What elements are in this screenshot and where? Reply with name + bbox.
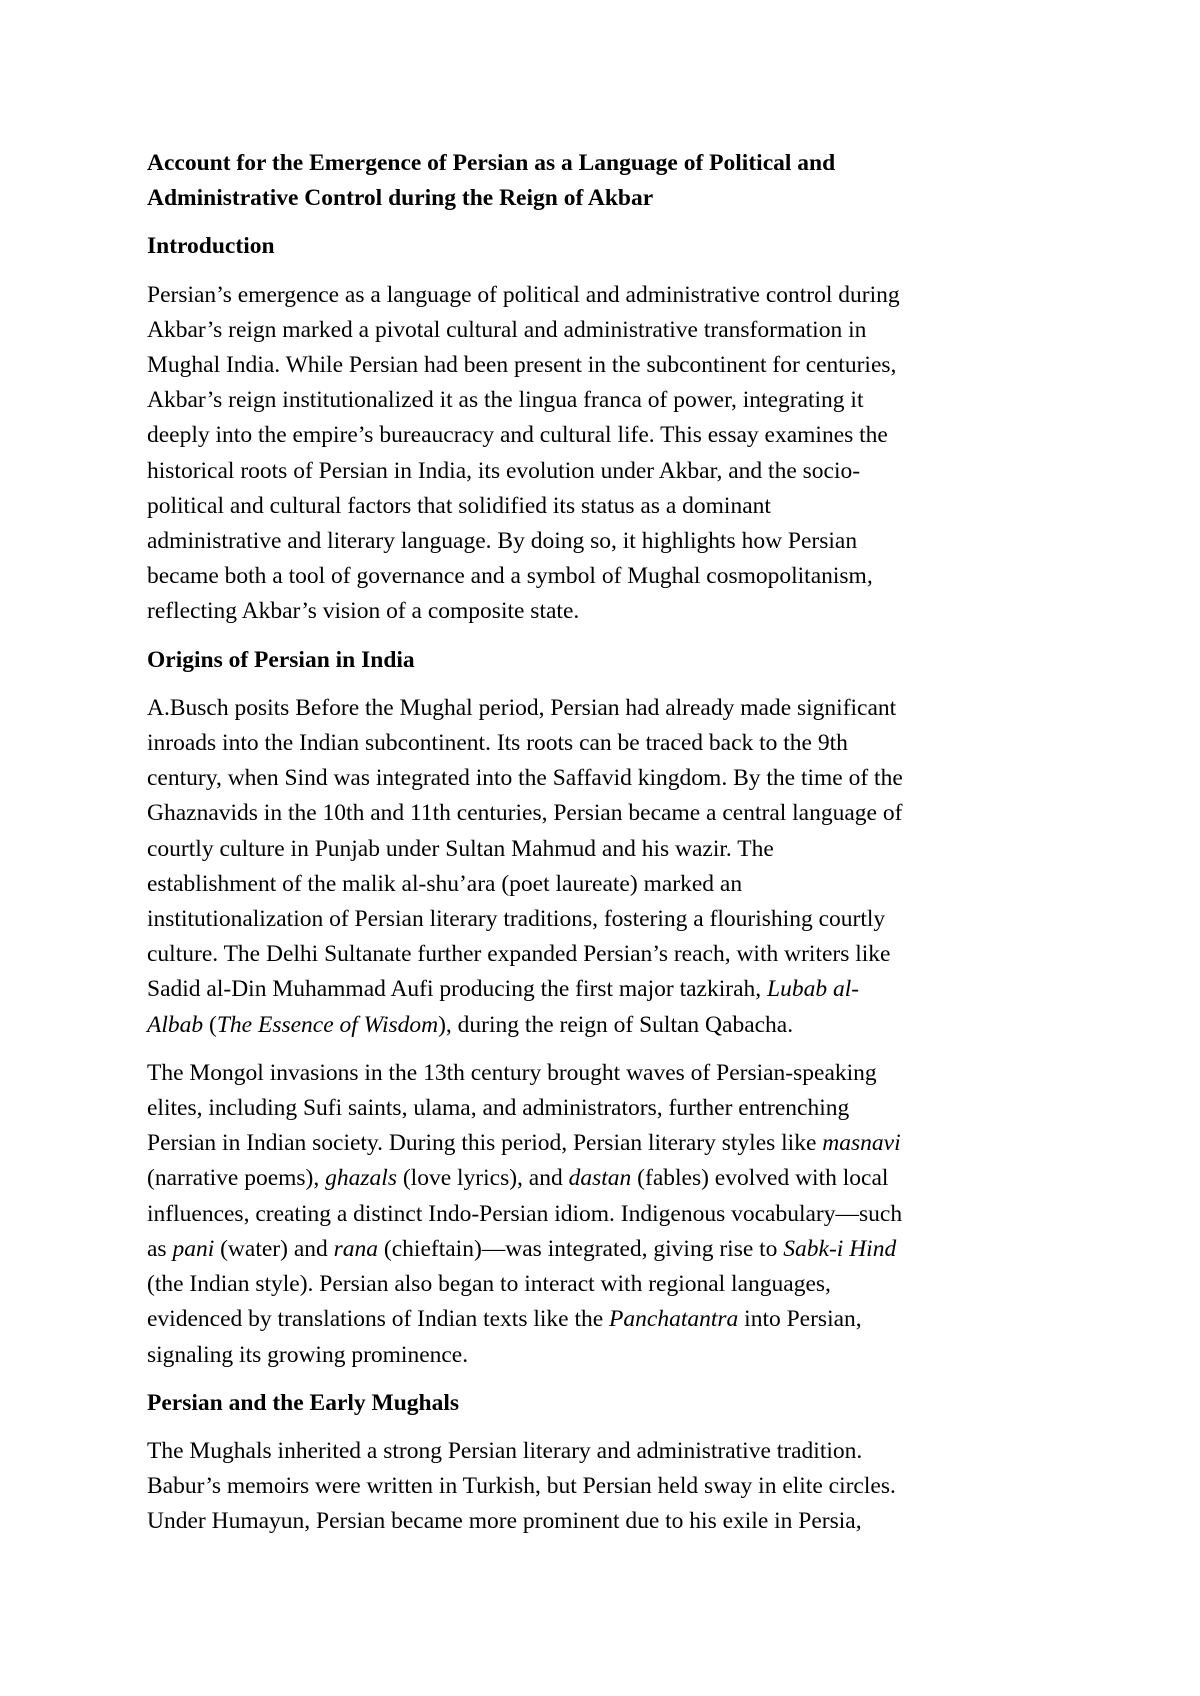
text-run: (water) and	[214, 1235, 334, 1262]
text-line	[147, 1302, 1077, 1337]
text-line	[147, 972, 1077, 1007]
introduction-paragraph	[147, 278, 1077, 630]
text-line: establishment of the malik al-shu’ara (poet laureate) marked an	[147, 870, 743, 897]
text-line: culture. The Delhi Sultanate further expanded Persian’s reach, with writers like	[147, 941, 891, 968]
title-line: Account for the Emergence of Persian as a Language of Political and	[147, 150, 836, 176]
term-italic: dastan	[568, 1165, 632, 1192]
early-mughals-paragraph	[147, 1434, 1077, 1540]
text-run: evidenced by translations of Indian texts like the	[147, 1306, 610, 1333]
text-line: Mughal India. While Persian had been present in the subcontinent for centuries,	[147, 352, 897, 379]
text-line: administrative and literary language. By doing so, it highlights how Persian	[147, 528, 858, 555]
text-line	[147, 1232, 1077, 1267]
text-line: historical roots of Persian in India, its evolution under Akbar, and the socio-	[147, 457, 861, 484]
text-line: Under Humayun, Persian became more prominent due to his exile in Persia,	[147, 1508, 862, 1535]
text-line: reflecting Akbar’s vision of a composite state.	[147, 598, 580, 625]
text-run: (chieftain)—was integrated, giving rise to	[378, 1235, 784, 1262]
text-line: courtly culture in Punjab under Sultan Mahmud and his wazir. The	[147, 835, 774, 862]
term-italic: pani	[172, 1235, 215, 1262]
text-line	[147, 1126, 1077, 1161]
section-heading-origins: Origins of Persian in India	[147, 646, 415, 673]
book-title-italic: Panchatantra	[609, 1306, 739, 1333]
term-italic: rana	[333, 1235, 379, 1262]
origins-paragraph-2	[147, 1056, 1077, 1373]
text-line: influences, creating a distinct Indo-Persian idiom. Indigenous vocabulary—such	[147, 1200, 903, 1227]
book-title-italic: Albab	[147, 1011, 204, 1038]
text-line: institutionalization of Persian literary traditions, fostering a flourishing courtly	[147, 906, 886, 933]
text-line: Persian’s emergence as a language of political and administrative control during	[147, 281, 900, 308]
book-title-translation-italic: The Essence of Wisdom	[216, 1011, 439, 1038]
text-line	[147, 1008, 1077, 1043]
text-run: as	[147, 1235, 173, 1262]
text-run: into Persian,	[738, 1306, 862, 1333]
term-italic: ghazals	[325, 1165, 397, 1192]
section-heading-introduction: Introduction	[147, 233, 275, 260]
text-line: inroads into the Indian subcontinent. Its roots can be traced back to the 9th	[147, 730, 848, 757]
text-line: elites, including Sufi saints, ulama, and administrators, further entrenching	[147, 1095, 850, 1122]
text-line: Babur’s memoirs were written in Turkish, but Persian held sway in elite circles.	[147, 1473, 896, 1500]
term-italic: masnavi	[822, 1130, 901, 1157]
text-line: became both a tool of governance and a symbol of Mughal cosmopolitanism,	[147, 563, 873, 590]
text-run: ), during the reign of Sultan Qabacha.	[438, 1011, 794, 1038]
text-run: (fables) evolved with local	[631, 1165, 889, 1192]
text-line: deeply into the empire’s bureaucracy and cultural life. This essay examines the	[147, 422, 888, 449]
text-line: Akbar’s reign marked a pivotal cultural and administrative transformation in	[147, 316, 867, 343]
section-heading-early-mughals: Persian and the Early Mughals	[147, 1389, 460, 1416]
title-line: Administrative Control during the Reign of Akbar	[147, 185, 654, 212]
text-line: (the Indian style). Persian also began to interact with regional languages,	[147, 1271, 831, 1298]
text-line: The Mughals inherited a strong Persian literary and administrative tradition.	[147, 1437, 863, 1464]
document-body	[147, 146, 1077, 1553]
text-line: century, when Sind was integrated into the Saffavid kingdom. By the time of the	[147, 765, 903, 792]
origins-paragraph-1	[147, 691, 1077, 1043]
term-italic: Sabk-i Hind	[783, 1235, 897, 1262]
text-line	[147, 1161, 1077, 1196]
document-title	[147, 146, 1077, 216]
text-line: signaling its growing prominence.	[147, 1341, 469, 1368]
book-title-italic: Lubab al-	[767, 976, 860, 1003]
text-line: political and cultural factors that solidified its status as a dominant	[147, 492, 771, 519]
text-run: (love lyrics), and	[396, 1165, 569, 1192]
text-line: A.Busch posits Before the Mughal period, Persian had already made significant	[147, 694, 897, 721]
text-run: (narrative poems),	[147, 1165, 326, 1192]
text-line: Akbar’s reign institutionalized it as the lingua franca of power, integrating it	[147, 387, 864, 414]
text-line: The Mongol invasions in the 13th century brought waves of Persian-speaking	[147, 1059, 877, 1086]
text-run: Sadid al-Din Muhammad Aufi producing the first major tazkirah,	[147, 976, 767, 1003]
text-line: Ghaznavids in the 10th and 11th centuries, Persian became a central language of	[147, 800, 903, 827]
text-run: Persian in Indian society. During this period, Persian literary styles like	[147, 1130, 823, 1157]
text-run: (	[203, 1011, 217, 1038]
